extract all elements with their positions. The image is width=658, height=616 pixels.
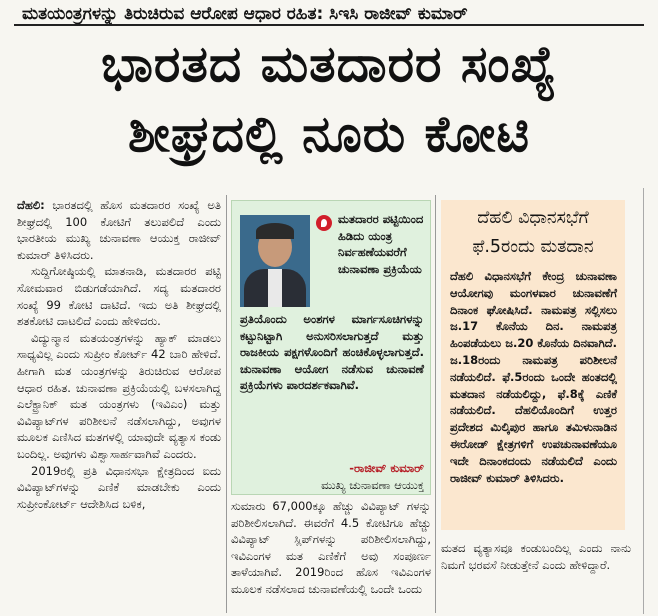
article-paragraph: ವಿದ್ಯುನ್ಮಾನ ಮತಯಂತ್ರಗಳನ್ನು ಹ್ಯಾಕ್ ಮಾಡಲು ಸಾಧ್ಯವಿಲ್ಲ ಎಂದು ಸುಪ್ರೀಂ ಕೋರ್ಟ್ 42 ಬಾರಿ ಹೇಳಿದೆ. ಹೀಗಾಗಿ ಮತ ಯಂತ್ರಗಳನ್ನು ತಿರುಚಿರುವ ಆರೋಪ ಆಧಾರ ರಹಿತ. ಚುನಾವಣಾ ಪ್ರಕ್ರಿಯೆಯಲ್ಲಿ ಬಳಸಲಾಗಿದ್ದ ಎಲೆಕ್ಟ್ರಾನಿಕ್ ಮತ ಯಂತ್ರಗಳು (ಇವಿಎಂ) ಮತ್ತು ವಿವಿಪ್ಯಾಟ್‌ಗಳ ಪರಿಶೀಲನೆ ನಡೆಸಲಾಗಿದ್ದು, ಅವುಗಳ ಮೂಲಕ ಎಣಿಸಿದ ಮತಗಳಲ್ಲಿ ಯಾವುದೇ ವ್ಯತ್ಯಾಸ ಕಂಡು ಬಂದಿಲ್ಲ. ಅವುಗಳು ವಿಶ್ವಾಸಾರ್ಹವಾಗಿವೆ ಎಂದರು. <box>17 330 221 461</box>
article-paragraph: ಸುದ್ದಿಗೋಷ್ಠಿಯಲ್ಲಿ ಮಾತನಾಡಿ, ಮತದಾರರ ಪಟ್ಟಿ ಸೋಮವಾರ ಬಿಡುಗಡೆಯಾಗಿದೆ. ಸದ್ಯ ಮತದಾರರ ಸಂಖ್ಯೆ 99 ಕೋಟಿ ದಾಟಿದೆ. ಇದು ಅತಿ ಶೀಘ್ರದಲ್ಲಿ ಶತಕೋಟಿ ದಾಟಲಿದೆ ಎಂದು ಹೇಳಿದರು. <box>17 264 221 329</box>
pullquote-box <box>231 200 431 495</box>
article-tail: ಮತದ ವ್ಯತ್ಯಾಸವೂ ಕಂಡುಬಂದಿಲ್ಲ ಎಂದು ನಾನು ನಿಮಗೆ ಭರವಸೆ ನೀಡುತ್ತೇನೆ ಎಂದು ಹೇಳಿದ್ದಾರೆ. <box>441 541 631 572</box>
column-divider <box>226 195 227 613</box>
kicker-line: ಮತಯಂತ್ರಗಳನ್ನು ತಿರುಚಿರುವ ಆರೋಪ ಆಧಾರ ರಹಿತ: ಸಿಇಸಿ ರಾಜೀವ್ ಕುಮಾರ್ <box>22 4 468 24</box>
article-paragraph-text: ಭಾರತದಲ್ಲಿ ಹೊಸ ಮತದಾರರ ಸಂಖ್ಯೆ ಅತಿ ಶೀಘ್ರದಲ್ಲಿ 100 ಕೋಟಿಗೆ ತಲುಪಲಿದೆ ಎಂದು ಭಾರತೀಯ ಮುಖ್ಯ ಚುನಾವಣಾ ಆಯುಕ್ತ ರಾಜೀವ್ ಕುಮಾರ್ ತಿಳಿಸಿದರು. <box>17 198 221 262</box>
headline-line-2: ಶೀಘ್ರದಲ್ಲಿ ನೂರು ಕೋಟಿ <box>128 105 530 163</box>
sidebar-title <box>441 200 625 262</box>
sidebar-box <box>441 200 625 530</box>
article-paragraph: 2019ರಲ್ಲಿ ಪ್ರತಿ ವಿಧಾನಸಭಾ ಕ್ಷೇತ್ರದಿಂದ ಐದು ವಿವಿಪ್ಯಾಟ್‌ಗಳನ್ನು ಎಣಿಕೆ ಮಾಡಬೇಕು ಎಂದು ಸುಪ್ರೀಂಕೋರ್ಟ್ ಆದೇಶಿಸಿದ ಬಳಿಕ, <box>17 463 221 511</box>
article-paragraph <box>17 197 221 263</box>
article-column-1 <box>17 197 221 612</box>
sidebar-title-line-1: ದೆಹಲಿ ವಿಧಾನಸಭೆಗೆ <box>477 208 589 228</box>
pullquote-lead: ಮತದಾರರ ಪಟ್ಟಿಯಿಂದ ಹಿಡಿದು ಯಂತ್ರ ನಿರ್ವಹಣೆಯವರೆಗೆ ಚುನಾವಣಾ ಪ್ರಕ್ರಿಯೆಯ <box>338 212 424 276</box>
article-column-2: ಸುಮಾರು 67,000ಕ್ಕೂ ಹೆಚ್ಚು ವಿವಿಪ್ಯಾಟ್ ಗಳನ್ನು ಪರಿಶೀಲಿಸಲಾಗಿದೆ. ಈವರೆಗೆ 4.5 ಕೋಟಿಗೂ ಹೆಚ್ಚು ವಿವಿಪ್ಯಾಟ್ ಸ್ಲಿಪ್‌ಗಳನ್ನು ಪರಿಶೀಲಿಸಲಾಗಿದ್ದು, ಇವಿಎಂಗಳ ಮತ ಎಣಿಕೆಗೆ ಅವು ಸಂಪೂರ್ಣ ತಾಳೆಯಾಗಿವೆ. 2019ರಿಂದ ಹೊಸ ಇವಿಎಂಗಳ ಮೂಲಕ ನಡೆಸಲಾದ ಚುನಾವಣೆಯಲ್ಲಿ ಒಂದೇ ಒಂದು <box>231 499 431 596</box>
pullquote-role: ಮುಖ್ಯ ಚುನಾವಣಾ ಆಯುಕ್ತ <box>321 478 424 492</box>
dateline: ದೆಹಲಿ: <box>17 198 45 212</box>
top-rule <box>14 24 644 26</box>
sidebar-body: ದೆಹಲಿ ವಿಧಾನಸಭೆಗೆ ಕೇಂದ್ರ ಚುನಾವಣಾ ಆಯೋಗವು ಮಂಗಳವಾರ ಚುನಾವಣೆಗೆ ದಿನಾಂಕ ಘೋಷಿಸಿದೆ. ನಾಮಪತ್ರ ಸಲ್ಲಿಸಲು ಜ.17 ಕೊನೆಯ ದಿನ. ನಾಮಪತ್ರ ಹಿಂಪಡೆಯಲು ಜ.20 ಕೊನೆಯ ದಿನವಾಗಿದೆ. ಜ.18ರಂದು ನಾಮಪತ್ರ ಪರಿಶೀಲನೆ ನಡೆಯಲಿದೆ. ಫೆ.5ರಂದು ಒಂದೇ ಹಂತದಲ್ಲಿ ಮತದಾನ ನಡೆಯಲಿದ್ದು, ಫೆ.8ಕ್ಕೆ ಎಣಿಕೆ ನಡೆಯಲಿದೆ. ದೆಹಲಿಯೊಂದಿಗೆ ಉತ್ತರ ಪ್ರದೇಶದ ಮಿಲ್ಕಿಪುರ ಹಾಗೂ ತಮಿಳುನಾಡಿನ ಈರೋಡ್ ಕ್ಷೇತ್ರಗಳಿಗೆ ಉಪಚುನಾವಣೆಯೂ ಇದೇ ದಿನಾಂಕದಂದು ನಡೆಯಲಿದೆ ಎಂದು ರಾಜೀವ್ ಕುಮಾರ್ ತಿಳಿಸಿದರು. <box>450 269 617 485</box>
quote-icon <box>316 215 332 231</box>
author-photo <box>240 215 310 307</box>
column-divider <box>435 195 436 613</box>
pullquote-author: -ರಾಜೀವ್ ಕುಮಾರ್ <box>349 461 424 475</box>
right-rule <box>643 188 644 614</box>
headline-line-1: ಭಾರತದ ಮತದಾರರ ಸಂಖ್ಯೆ <box>101 35 557 93</box>
pullquote-body: ಪ್ರತಿಯೊಂದು ಅಂಶಗಳ ಮಾರ್ಗಸೂಚಿಗಳನ್ನು ಕಟ್ಟುನಿಟ್ಟಾಗಿ ಅನುಸರಿಸಲಾಗುತ್ತದೆ ಮತ್ತು ರಾಜಕೀಯ ಪಕ್ಷಗಳೊಂದಿಗೆ ಹಂಚಿಕೊಳ್ಳಲಾಗುತ್ತದೆ. ಚುನಾವಣಾ ಆಯೋಗ ನಡೆಸುವ ಚುನಾವಣೆ ಪ್ರಕ್ರಿಯೆಗಳು ಪಾರದರ್ಶಕವಾಗಿವೆ. <box>240 312 424 393</box>
sidebar-title-line-2: ಫೆ.5ರಂದು ಮತದಾನ <box>472 237 594 257</box>
